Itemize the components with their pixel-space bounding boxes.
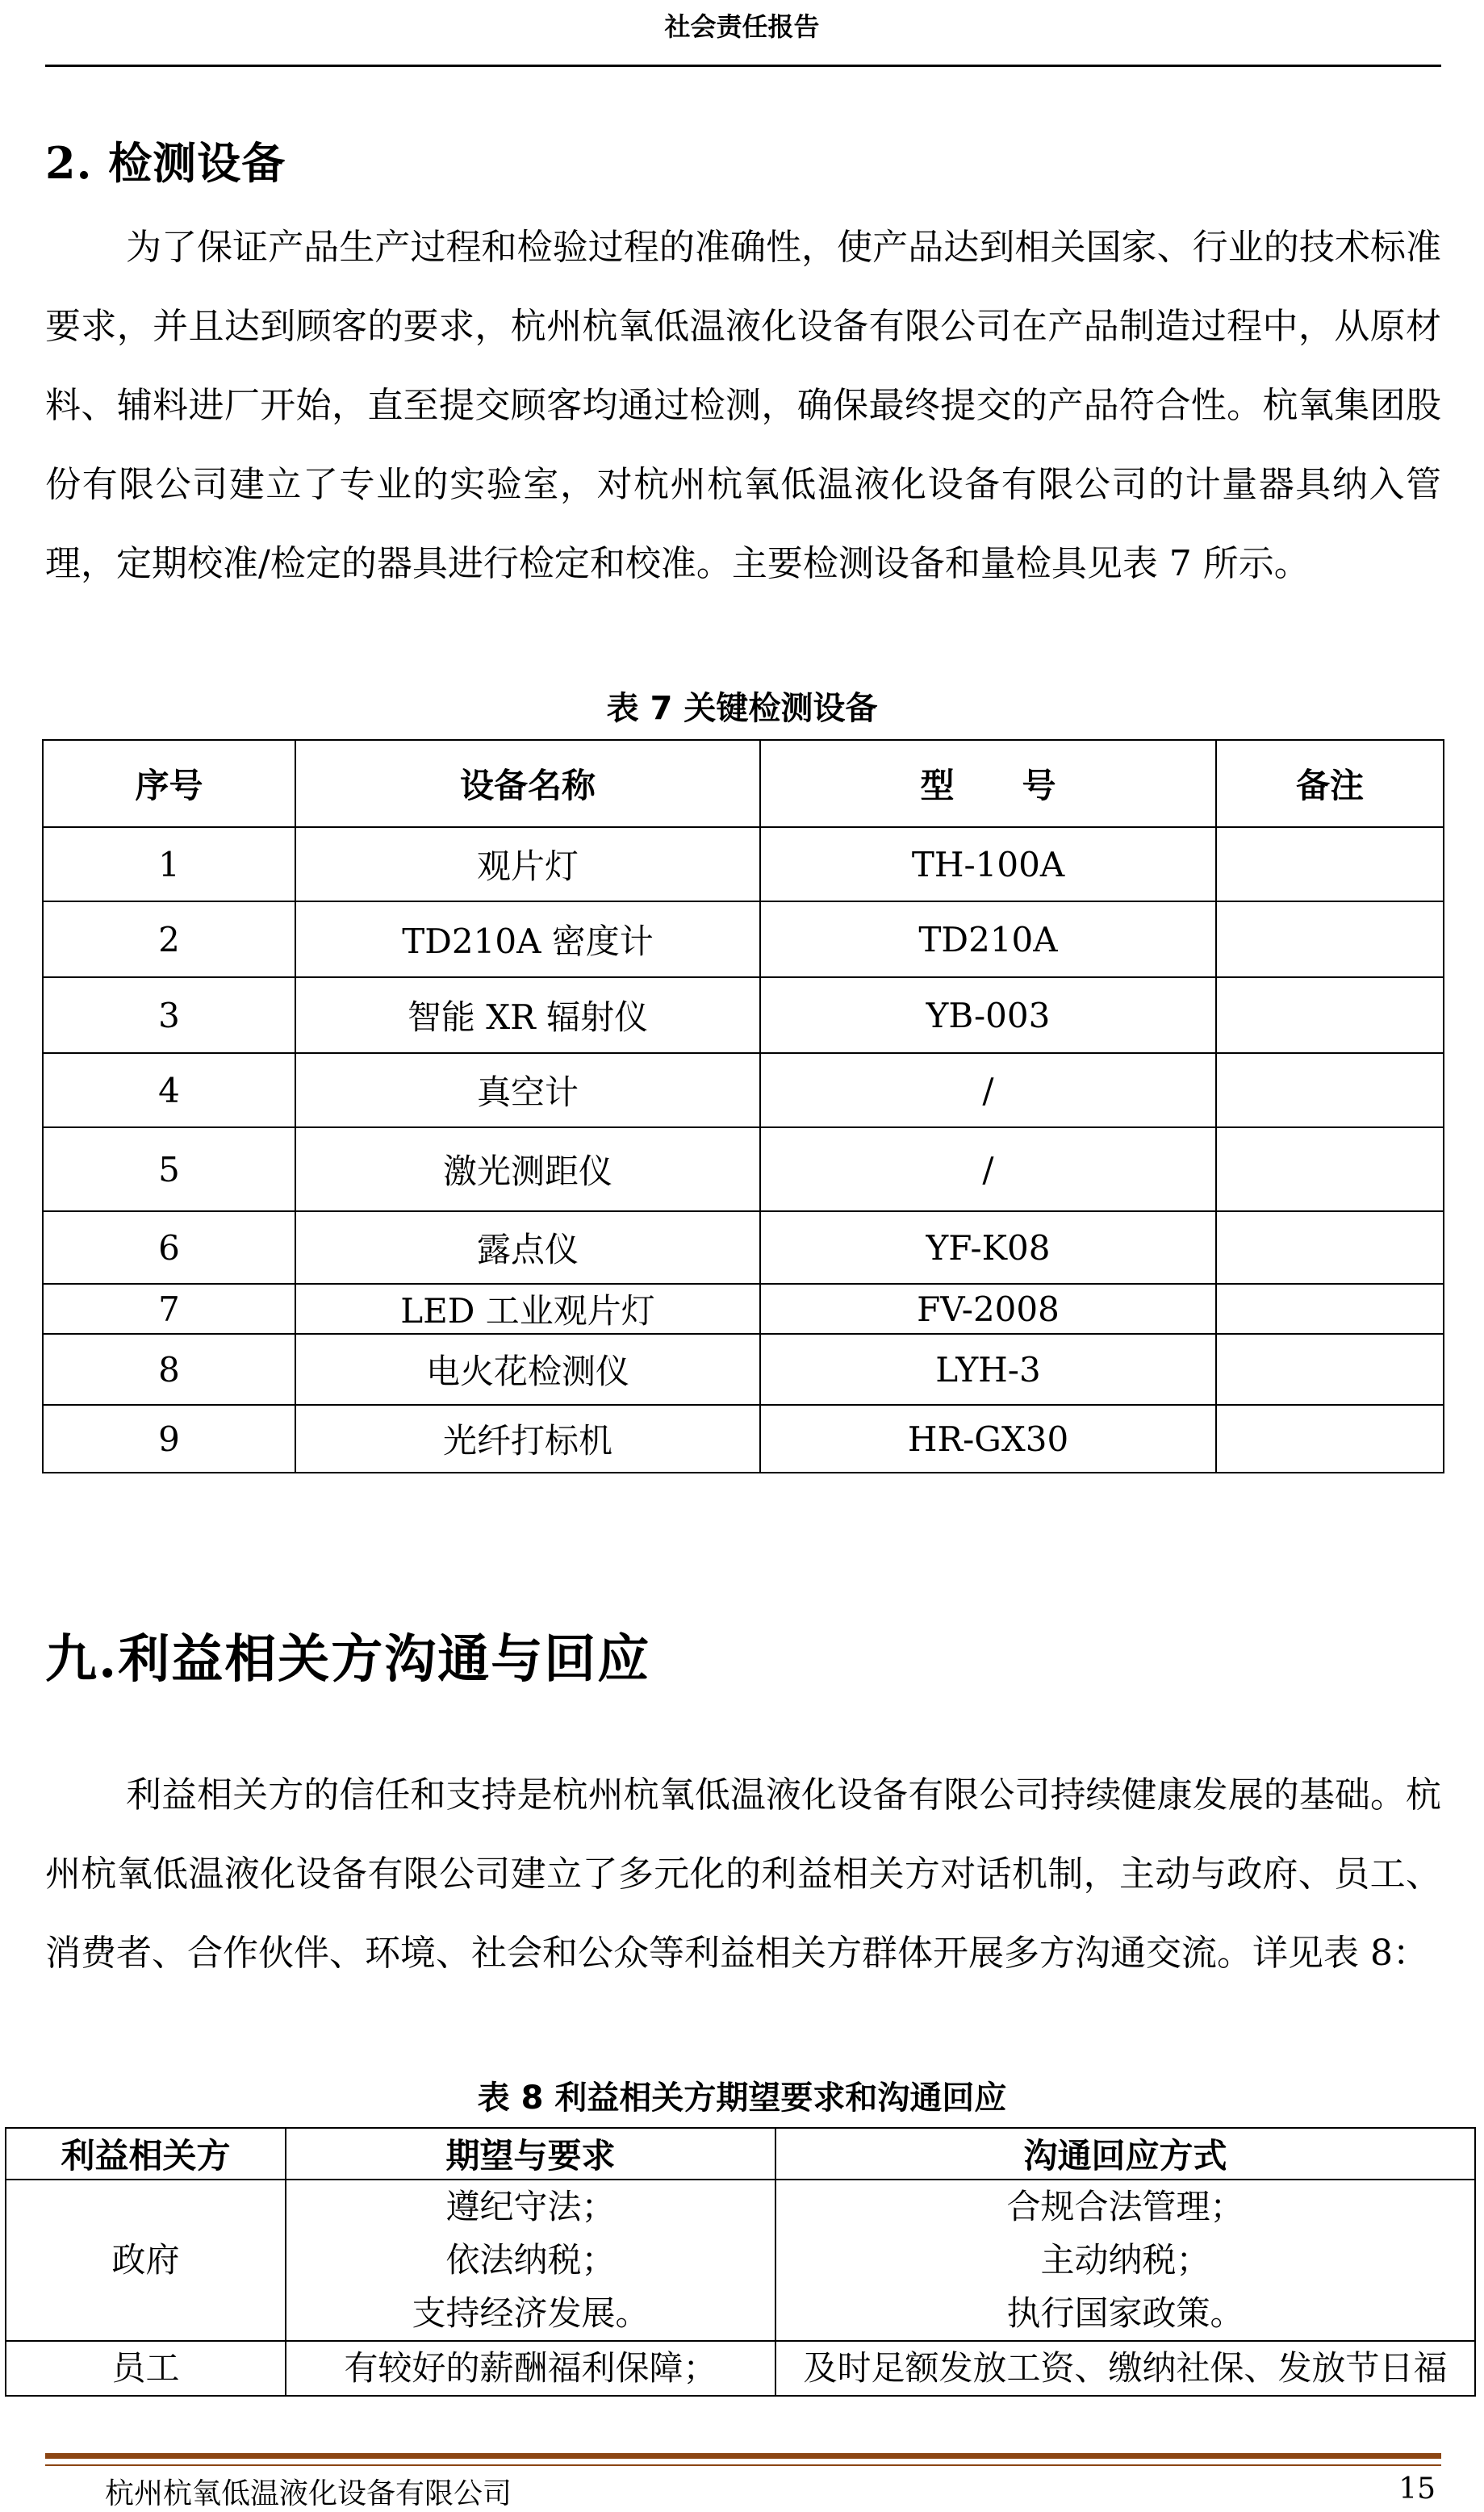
table-7-header-no: 序号 [43, 740, 295, 827]
header-divider [45, 65, 1441, 67]
cell-no: 1 [43, 827, 295, 901]
table-row [43, 977, 1444, 1053]
section-2-body [45, 208, 1441, 604]
cell-model: TH-100A [760, 827, 1216, 901]
page-header-title: 社会责任报告 [664, 11, 820, 42]
table-row [43, 1211, 1444, 1284]
table-row [43, 1053, 1444, 1127]
cell-model: FV-2008 [760, 1284, 1216, 1334]
response-line: 合规合法管理； [1006, 2187, 1244, 2226]
table-row [43, 1127, 1444, 1211]
cell-note [1216, 1284, 1444, 1334]
expectation-line: 遵纪守法； [445, 2187, 616, 2226]
cell-responses [775, 2341, 1475, 2396]
table-row [6, 2180, 1475, 2341]
cell-no: 5 [43, 1127, 295, 1211]
response-line: 及时足额发放工资、缴纳社保、发放节日福 [803, 2348, 1448, 2388]
cell-note [1216, 901, 1444, 977]
table-row [43, 827, 1444, 901]
table-8-header-responses: 沟通回应方式 [775, 2128, 1475, 2180]
cell-name: LED 工业观片灯 [295, 1284, 760, 1334]
cell-party: 员工 [6, 2341, 286, 2396]
table-7-key-inspection-equipment [42, 739, 1444, 1473]
table-7-header-model: 型 号 [760, 740, 1216, 827]
cell-model: LYH-3 [760, 1334, 1216, 1405]
page-number: 15 [1398, 2472, 1436, 2506]
table-8-header-party: 利益相关方 [6, 2128, 286, 2180]
cell-no: 4 [43, 1053, 295, 1127]
cell-name: 露点仪 [295, 1211, 760, 1284]
cell-name: 激光测距仪 [295, 1127, 760, 1211]
cell-note [1216, 1334, 1444, 1405]
table-8-header-row [6, 2128, 1475, 2180]
section-2-paragraph: 为了保证产品生产过程和检验过程的准确性，使产品达到相关国家、行业的技术标准要求，并且达到顾客的要求，杭州杭氧低温液化设备有限公司在产品制造过程中，从原材料、辅料进厂开始，直至提交顾客均通过检测，确保最终提交的产品符合性。杭氧集团股份有限公司建立了专业的实验室，对杭州杭氧低温液化设备有限公司的计量器具纳入管理，定期校准/检定的器具进行检定和校准。主要检测设备和量检具见表 7 所示。 [45, 227, 1441, 584]
cell-no: 9 [43, 1405, 295, 1473]
cell-note [1216, 1405, 1444, 1473]
cell-no: 2 [43, 901, 295, 977]
response-line: 主动纳税； [1040, 2240, 1210, 2280]
expectation-line: 支持经济发展。 [412, 2293, 650, 2333]
cell-name: 观片灯 [295, 827, 760, 901]
cell-name: 光纤打标机 [295, 1405, 760, 1473]
table-row [43, 1284, 1444, 1334]
table-7-caption: 表 7 关键检测设备 [606, 690, 878, 727]
table-8-header-expectations: 期望与要求 [286, 2128, 775, 2180]
cell-name: TD210A 密度计 [295, 901, 760, 977]
cell-model: HR-GX30 [760, 1405, 1216, 1473]
footer-divider-thick [45, 2453, 1441, 2459]
cell-name: 电火花检测仪 [295, 1334, 760, 1405]
cell-model: TD210A [760, 901, 1216, 977]
cell-no: 8 [43, 1334, 295, 1405]
cell-expectations [286, 2180, 775, 2341]
cell-expectations [286, 2341, 775, 2396]
cell-model: / [760, 1053, 1216, 1127]
cell-responses [775, 2180, 1475, 2341]
response-line: 执行国家政策。 [1006, 2293, 1244, 2333]
cell-note [1216, 1127, 1444, 1211]
cell-model: YF-K08 [760, 1211, 1216, 1284]
cell-no: 7 [43, 1284, 295, 1334]
table-8-stakeholder-communication [5, 2127, 1476, 2397]
table-7-header-note: 备注 [1216, 740, 1444, 827]
cell-name: 真空计 [295, 1053, 760, 1127]
expectation-line: 依法纳税； [445, 2240, 616, 2280]
section-9-heading: 九.利益相关方沟通与回应 [45, 1629, 651, 1690]
cell-model: / [760, 1127, 1216, 1211]
table-row [6, 2341, 1475, 2396]
footer-divider-thin [45, 2464, 1441, 2466]
section-9-paragraph: 利益相关方的信任和支持是杭州杭氧低温液化设备有限公司持续健康发展的基础。杭州杭氧低温液化设备有限公司建立了多元化的利益相关方对话机制，主动与政府、员工、消费者、合作伙伴、环境、社会和公众等利益相关方群体开展多方沟通交流。详见表 8： [45, 1774, 1441, 1974]
cell-note [1216, 977, 1444, 1053]
cell-note [1216, 1211, 1444, 1284]
table-row [43, 1405, 1444, 1473]
cell-no: 6 [43, 1211, 295, 1284]
cell-note [1216, 1053, 1444, 1127]
section-2-heading: 2. 检测设备 [45, 137, 286, 189]
section-9-body [45, 1756, 1441, 1993]
table-7-header-name: 设备名称 [295, 740, 760, 827]
table-row [43, 1334, 1444, 1405]
cell-model: YB-003 [760, 977, 1216, 1053]
cell-name: 智能 XR 辐射仪 [295, 977, 760, 1053]
table-7-header-row [43, 740, 1444, 827]
footer-company-name: 杭州杭氧低温液化设备有限公司 [105, 2477, 512, 2510]
table-row [43, 901, 1444, 977]
cell-no: 3 [43, 977, 295, 1053]
cell-party: 政府 [6, 2180, 286, 2341]
cell-note [1216, 827, 1444, 901]
table-8-caption: 表 8 利益相关方期望要求和沟通回应 [477, 2079, 1007, 2117]
expectation-line: 有较好的薪酬福利保障； [344, 2348, 717, 2388]
